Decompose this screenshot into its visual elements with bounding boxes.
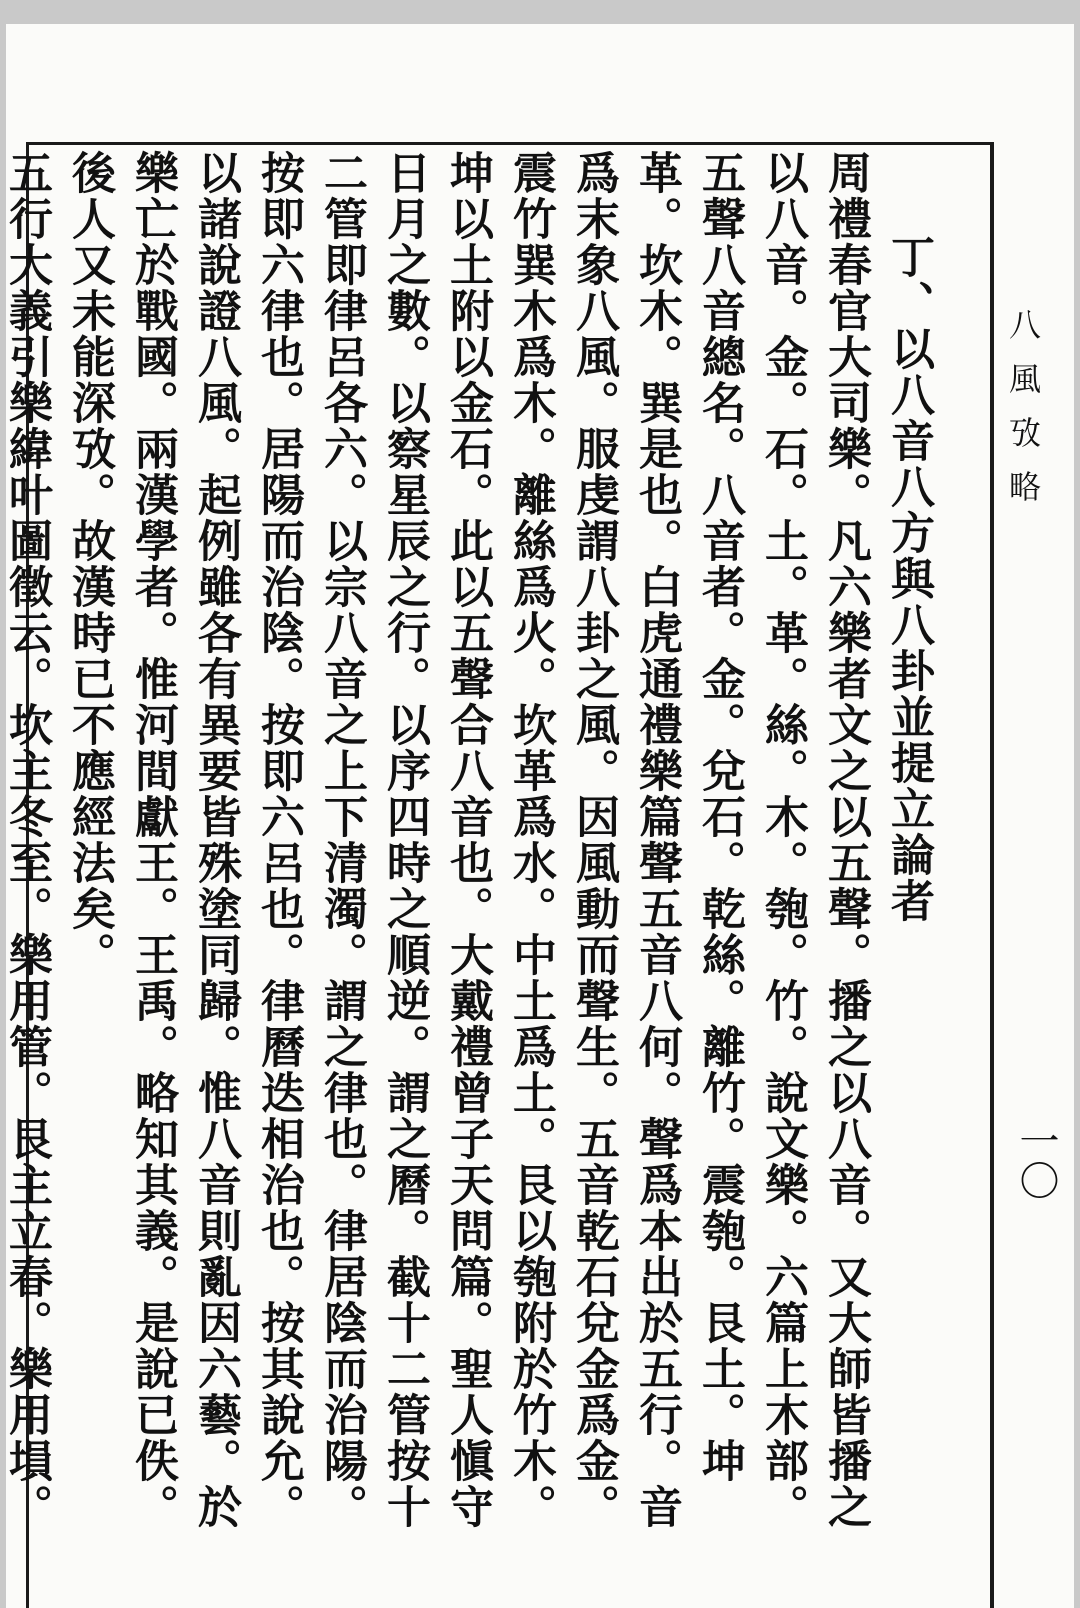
section-heading: 丁、以八音八方與八卦並提立論者: [883, 234, 934, 924]
paragraph-1: 周禮春官大司樂。凡六樂者文之以五聲。播之以八音。又大師皆播之以八音。金。石。土。革。絲。木。匏。竹。說文樂。六篇上木部。五聲八音總名。八音者。金。兌石。乾絲。離竹。震匏。艮土。坤革。坎木。巽是也。白虎通禮樂篇聲五音八何。聲爲本出於五行。音爲末象八風。服虔謂八卦之風。因風動而聲生。五音乾石兌金爲金。震竹巽木爲木。離絲爲火。坎革爲水。中土爲土。艮以匏附於竹木。坤以土附以金石。此以五聲合八音也。大戴禮曾子天問篇。聖人愼守日月之數。以察星辰之行。以序四時之順逆。謂之曆。截十二管按十二管即律呂各六。以宗八音之上下清濁。謂之律也。律居陰而治陽。按即六律也。居陽而治陰。按即六呂也。律曆迭相治也。按其說允。: [253, 150, 871, 1530]
body-text: [1, 150, 940, 1570]
paragraph-3: 五行大義引樂緯叶圖徵云。坎主冬至。樂用管。艮主立春。樂用塤。: [1, 150, 52, 1530]
page-number: 一〇: [1013, 1120, 1059, 1200]
paragraph-2: 以諸說證八風。起例雖各有異要皆殊塗同歸。惟八音則亂因六藝。於樂亡於戰國。兩漢學者。惟河間獻王。王禹。略知其義。是說已佚。後人又未能深攷。故漢時已不應經法矣。: [64, 150, 241, 1530]
running-title: 八風攷略: [1004, 308, 1042, 524]
